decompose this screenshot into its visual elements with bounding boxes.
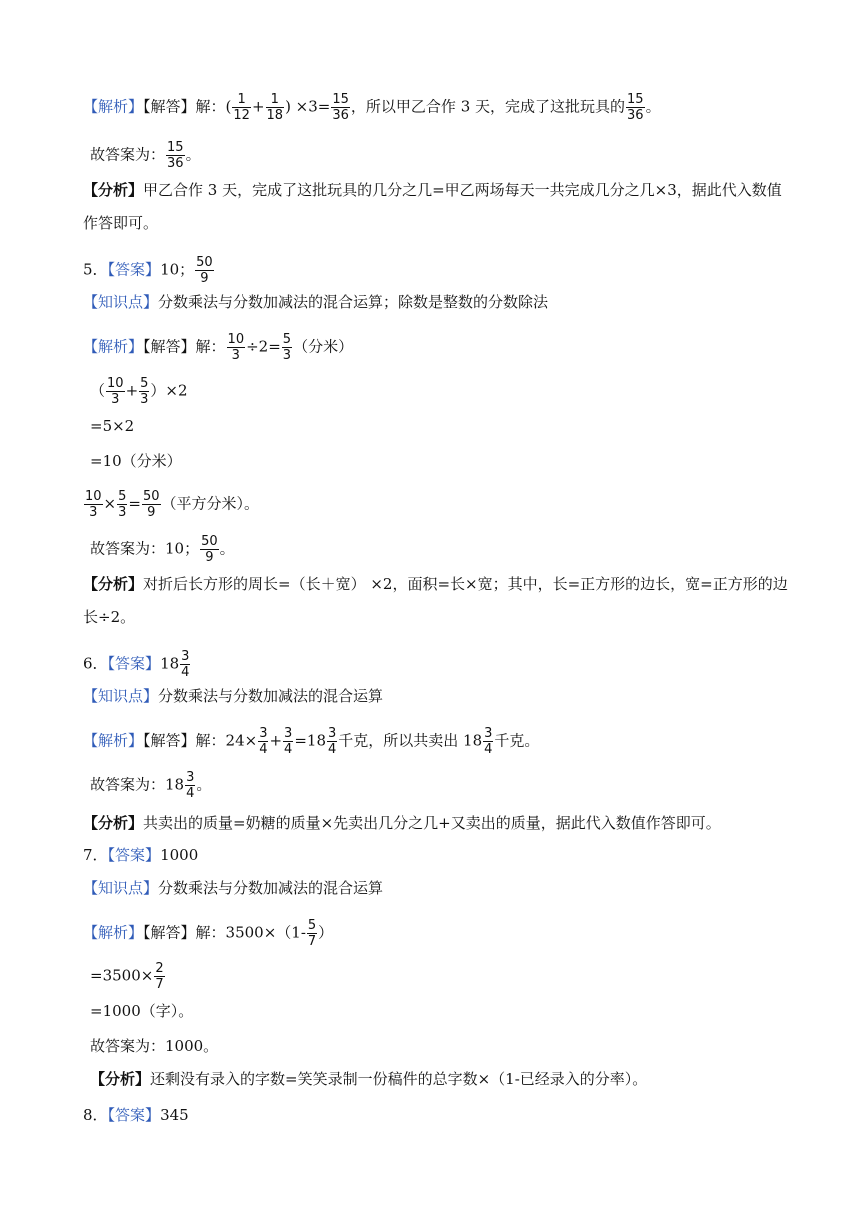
jieda-tag: 【解答】 [143,97,196,116]
jiexi-tag: 【解析】 [83,97,144,116]
q5-analysis-line2: 长÷2。 [83,608,136,626]
fraction: $\frac{15}{36}$ [167,140,184,171]
fraction: $\frac{5}{3}$ [140,376,149,407]
q7-analysis: 【分析】还剩没有录入的字数=笑笑录制一份稿件的总字数×（1-已经录入的分率）。 [90,1070,648,1088]
p4-analysis-line1: 【分析】甲乙合作 3 天，完成了这批玩具的几分之几=甲乙两场每天一共完成几分之几×3，据此代入数值 [83,181,782,199]
p4-solution-line: 【解析】【解答】解：( $\frac{1}{12}$ + $\frac{1}{18}$ ) ×3= $\frac{15}{36}$ ，所以甲乙合作 3 天，完成了这批玩具的 $\frac{15}{36}$ 。 [83,92,661,123]
fraction: $\frac{3}{4}$ [259,726,268,757]
fraction: $\frac{1}{12}$ [233,92,250,123]
q7-answer-line: 7．【答案】1000 [83,846,199,864]
p4-analysis-line2: 作答即可。 [83,214,159,232]
q5-solution-line2: （ $\frac{10}{3}$ + $\frac{5}{3}$ ）×2 [90,376,188,407]
daan-tag: 【答案】 [107,260,161,279]
q5-analysis-line1: 【分析】对折后长方形的周长=（长＋宽） ×2，面积=长×宽；其中，长=正方形的边长，宽=正方形的边 [83,575,788,593]
fraction: $\frac{10}{3}$ [107,376,124,407]
fenxi-tag: 【分析】 [83,181,144,199]
q7-final-answer: 故答案为：1000。 [90,1037,219,1055]
fraction: $\frac{3}{4}$ [181,649,190,680]
fraction: $\frac{5}{7}$ [307,918,317,949]
q6-analysis: 【分析】共卖出的质量=奶糖的质量×先卖出几分之几+又卖出的质量，据此代入数值作答即可。 [83,814,721,832]
fraction: $\frac{1}{18}$ [266,92,284,123]
q7-solution-line1: 【解析】【解答】解：3500×（1- $\frac{5}{7}$ ） [83,918,334,949]
fraction: $\frac{50}{9}$ [142,489,160,520]
fraction: $\frac{15}{36}$ [627,92,644,123]
q6-knowledge-point: 【知识点】分数乘法与分数加减法的混合运算 [83,687,384,705]
q6-final-answer: 故答案为：18 $\frac{3}{4}$ 。 [90,770,212,801]
q5-solution-line4: =10（分米） [90,452,182,470]
q5-answer-line: 5．【答案】10； $\frac{50}{9}$ [83,255,213,286]
fraction: $\frac{3}{4}$ [284,726,293,757]
fraction: $\frac{5}{3}$ [118,489,127,520]
fraction: $\frac{3}{4}$ [484,726,493,757]
fraction: $\frac{3}{4}$ [186,770,195,801]
q6-solution-line: 【解析】【解答】解：24× $\frac{3}{4}$ + $\frac{3}{4}$ =18 $\frac{3}{4}$ 千克，所以共卖出 18 $\frac{3}{4}$ 千克。 [83,726,540,757]
fraction: $\frac{5}{3}$ [282,332,292,363]
q7-knowledge-point: 【知识点】分数乘法与分数加减法的混合运算 [83,879,384,897]
p4-final-answer: 故答案为： $\frac{15}{36}$ 。 [90,140,201,171]
fraction: $\frac{10}{3}$ [227,332,245,363]
fraction: $\frac{3}{4}$ [327,726,337,757]
q5-solution-line3: =5×2 [90,417,135,435]
fraction: $\frac{10}{3}$ [85,489,102,520]
p4-jie: 解：( [195,97,232,116]
q5-knowledge-point: 【知识点】分数乘法与分数加减法的混合运算；除数是整数的分数除法 [83,293,549,311]
fraction: $\frac{15}{36}$ [332,92,349,123]
fraction: $\frac{50}{9}$ [201,534,218,565]
fraction: $\frac{50}{9}$ [196,255,213,286]
zhishidian-tag: 【知识点】 [83,293,159,311]
q7-solution-line3: =1000（字）。 [90,1002,194,1020]
q5-solution-line1: 【解析】【解答】解： $\frac{10}{3}$ ÷2= $\frac{5}{3}$ （分米） [83,332,354,363]
q5-final-answer: 故答案为：10； $\frac{50}{9}$ 。 [90,534,235,565]
q5-solution-line5: $\frac{10}{3}$ × $\frac{5}{3}$ = $\frac{50}{9}$ （平方分米）。 [85,489,260,520]
q6-answer-line: 6．【答案】18 $\frac{3}{4}$ [83,649,190,680]
q8-answer-line: 8．【答案】345 [83,1106,189,1124]
q7-solution-line2: =3500× $\frac{2}{7}$ [90,961,164,992]
fraction: $\frac{2}{7}$ [155,961,164,992]
